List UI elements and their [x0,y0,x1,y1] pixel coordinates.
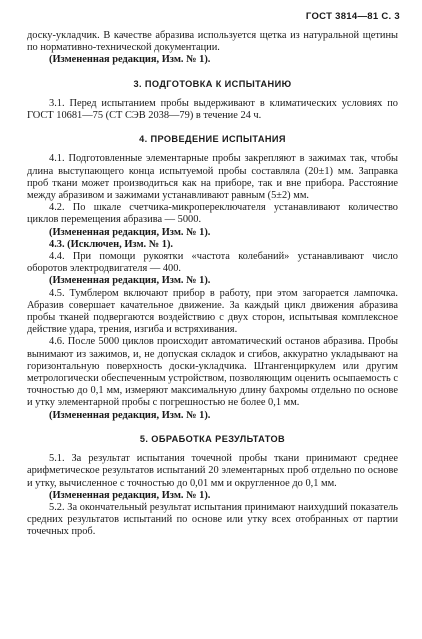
clause-5-2: 5.2. За окончательный результат испытания принимают наихудший показатель средних результатов испытаний по основе или утку всех отобранных от партии точечных проб. [27,501,398,538]
clause-4-5: 4.5. Тумблером включают прибор в работу, при этом загорается лампочка. Абразив совершает качательное движение. За каждый цикл движения абразива пробы тканей подвергаются воздействию с двух сторон, испытывая комплексное действие удара, трения, изгиба и встряхивания. [27,287,398,336]
clause-4-6: 4.6. После 5000 циклов происходит автоматический останов абразива. Пробы вынимают из зажимов, и, не допуская складок и сгибов, аккуратно укладывают на горизонтальную поверхность доски-укладчика. Штангенциркулем или другим метрологически обеспеченным устройством, позволяющим оценить осыпаемость с точностью до 0,1 мм, измеряют максимальную длину бахромы отдельно по основе и утку элементарной пробы с погрешностью не более 0,1 мм. [27,336,398,409]
clause-4-3: 4.3. (Исключен, Изм. № 1). [49,238,174,250]
clause-4-6-amendment-note: (Измененная редакция, Изм. № 1). [49,409,211,421]
section-4-heading: 4. ПРОВЕДЕНИЕ ИСПЫТАНИЯ [139,134,286,145]
clause-4-2-amendment-note: (Измененная редакция, Изм. № 1). [49,226,211,238]
section-3-heading: 3. ПОДГОТОВКА К ИСПЫТАНИЮ [133,78,292,89]
intro-amendment-note: (Измененная редакция, Изм. № 1). [49,54,211,66]
page-header: ГОСТ 3814—81 С. 3 [305,11,400,22]
clause-4-4: 4.4. При помощи рукоятки «частота колебаний» устанавливают число оборотов электродвигателя — 400. [27,251,398,275]
page-content [27,30,398,539]
intro-paragraph: доску-укладчик. В качестве абразива используется щетка из натуральной щетины по нормативно-технической документации. [27,30,398,54]
clause-3-1: 3.1. Перед испытанием пробы выдерживают в климатических условиях по ГОСТ 10681—75 (СТ СЭВ 2038—79) в течение 24 ч. [27,97,398,122]
section-5-heading: 5. ОБРАБОТКА РЕЗУЛЬТАТОВ [139,433,286,444]
clause-5-1: 5.1. За результат испытания точечной пробы ткани принимают среднее арифметическое результатов испытаний 20 элементарных проб отдельно по основе и утку, вычисленное с точностью до 0,01 мм и округленное до 0,1 мм. [27,453,398,489]
clause-4-2: 4.2. По шкале счетчика-микропереключателя устанавливают количество циклов перемещения абразива — 5000. [27,202,398,226]
clause-4-1: 4.1. Подготовленные элементарные пробы закрепляют в зажимах так, чтобы длина выступающего конца испытуемой пробы составляла (20±1) мм. Заправка проб ткани может производиться как на приборе, так и вне прибора. Расстояние между абразивом и зажимами устанавливают равным (5±2) мм. [27,153,398,202]
clause-4-4-amendment-note: (Измененная редакция, Изм. № 1). [49,275,211,287]
clause-5-1-amendment-note: (Измененная редакция, Изм. № 1). [49,489,211,501]
